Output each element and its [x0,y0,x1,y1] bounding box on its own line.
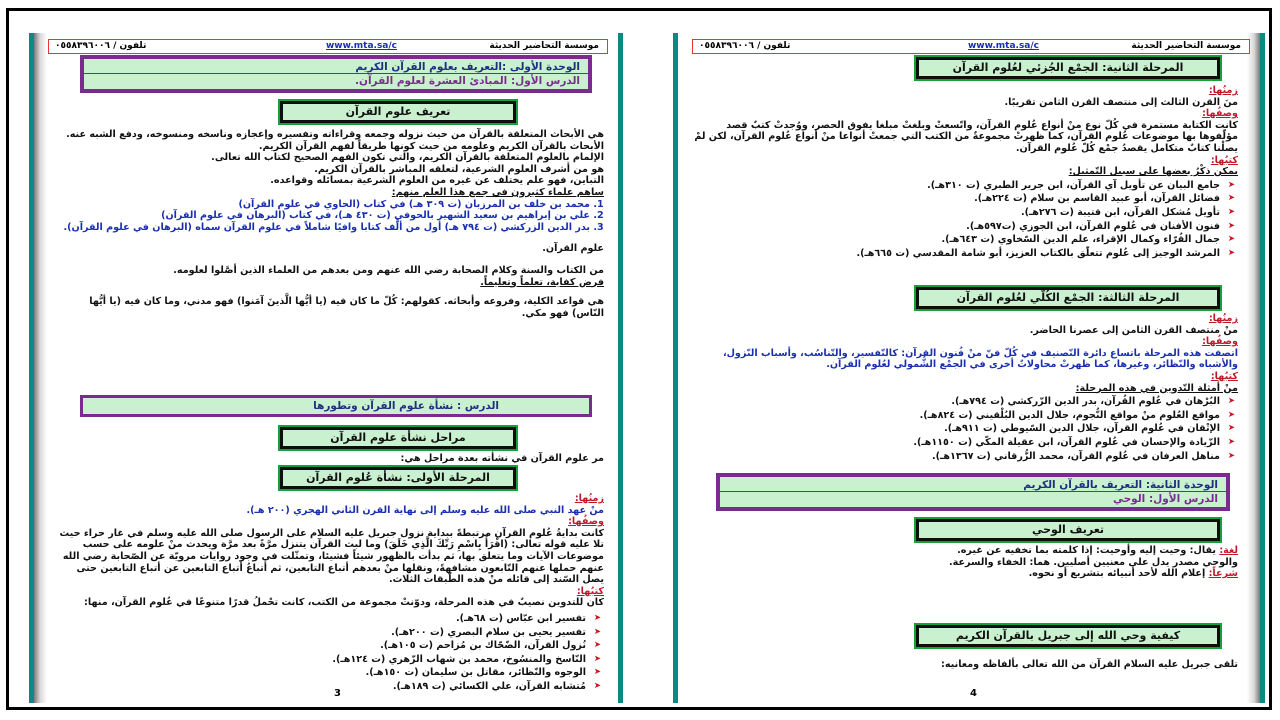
stage3-heading: المرحلة الثالثة: الجمْع الكُلّي لعُلوم القرآن [916,287,1220,309]
desc-text: كانت الكتابة مستمرة في كُلّ نوع منْ أنواع عُلوم القرآن، واتّسعتْ وبلغتْ مبلغا يفوق الحصر، ووُجدتْ كتبٌ قصد مؤلّفوها بها موضوعات عُلوم القرآن، كما ظهرتْ مجموعةٌ من الكتب التي جمعتْ أنواعا منْ أنواع عُلوم القرآن، لكن لمْ يصلْنا كتابٌ متكامل يقصدُ جمْع كُلّ عُلوم القرآن. [694,119,1238,154]
book-item: ➤ فضائل القرآن، أبو عبيد القاسم بن سلام (ت ٢٢٤هـ). [690,193,1220,205]
desc-label: وصفُها: [1202,108,1238,120]
book-item: ➤ مناهل العرفان في عُلوم القرآن، محمد الزُّرقاني (ت ١٣٦٧هـ). [690,451,1220,463]
book-item: ➤ جمال القُرّاء وكمال الإقراء، علم الدين السّخاوي (ت ٦٤٣هـ). [690,234,1220,246]
line-fruit: الإلمام بالعلوم المتعلقة بالقرآن الكريم، والتي تكون الفهم الصحيح لكتاب الله تعالى. [211,152,604,164]
how-heading: كيفية وحي الله إلى جبريل بالقرآن الكريم [916,625,1220,647]
stage3-block [690,313,1238,464]
book-item: ➤ المرشد الوجيز إلى عُلوم تتعلّق بالكتاب العزيز، أبو شامة المقدسي (ت ٦٦٥هـ). [690,248,1220,260]
scholars-list [54,199,604,234]
books-text: كان للتدوين نصيبٌ في هذه المرحلة، ودوّنتْ مجموعة من الكتب، كانت تحْملُ قدرًا متنوعًا في عُلوم القرآن، منها: [84,597,604,609]
book-item: ➤ الزّيادة والإحسان في عُلوم القرآن، ابن عقيلة المكّي (ت ١١٥٠هـ). [690,437,1220,449]
stages-heading: مراحل نشأة علوم القرآن [280,427,516,449]
book-item: ➤ تأويل مُشكل القرآن، ابن قتيبة (ت ٢٧٦هـ). [690,207,1220,219]
institution-name: موسسة التحاضير الحديثة [1131,41,1241,51]
stage1-block [54,493,604,695]
line-subject: الأبحاث بالقرآن الكريم وعلومه من حيث كونها طريقاً لفهم القرآن الكريم. [258,140,604,152]
definition-heading: تعريف علوم القرآن [280,101,516,123]
book-item: ➤ مواقع العُلوم منْ مواقع النُّجوم، جلال الدين البُلْقيني (ت ٨٢٤هـ). [690,410,1220,422]
time-text: منَ القرن الثالث إلى منتصف القرن الثامن تقريبًا. [1004,96,1238,108]
book-item: ➤ النّاسخ والمنسُوخ، محمد بن شهاب الزّهري (ت ١٢٤هـ). [54,654,586,666]
unit2-title-box [716,473,1230,511]
book-item: ➤ تفسير ابن عبّاس (ت ٦٨هـ). [54,613,586,625]
stage1-heading: المرحلة الأولى: نشأة عُلوم القرآن [280,467,516,489]
lang-text-2: والوحي مصدر يدل على معنيين أصليين. هما: الخفاء والسرعة. [949,556,1238,568]
line-virtue: هو من أشرف العلوم الشرعية، لتعلقه المباشر بالقرآن الكريم. [314,163,604,175]
book-item: ➤ فنون الأفنان في عُلوم القرآن، ابن الجوزي (ت٥٩٧هـ). [690,221,1220,233]
unit-title: الوحدة الثانية: التعريف بالقرآن الكريم [1023,479,1218,491]
desc-label: وصفُها: [1202,336,1238,348]
books-label: كتبُها: [576,585,604,597]
page-4 [673,33,1265,703]
lang-text: يقال: وحيت إليه وأوحيت: إذا كلمته بما تخفيه عن غيره. [957,545,1216,556]
page-fold-shadow [1247,33,1261,703]
books-list [54,613,604,693]
scholars-heading: ساهم علماء كثيرون في جمع هذا العلم منهم: [391,186,604,198]
book-item: ➤ نُزول القرآن، الضّحّاك بن مُزاحم (ت ١٠٥هـ). [54,640,586,652]
scholar-item: 2. علي بن إبراهيم بن سعيد الشهير بالحوفي (ت ٤٣٠ هـ)، في كتاب (البرهان في علوم القرآن) [54,210,590,222]
phone-number: تلفون / ٠٥٥٨٣٩٦٠٠٦ [699,41,791,51]
books-label: كتبُها: [1210,154,1238,166]
institution-name: موسسة التحاضير الحديثة [489,41,599,51]
lang-label: لغة: [1219,545,1238,556]
stages-intro: مر علوم القرآن في نشأته بعدة مراحل هي: [400,453,604,464]
stage2-heading: المرحلة الثانية: الجمْع الجُزئي لعُلوم القرآن [916,57,1220,79]
time-label: زمنُها: [1208,85,1238,96]
time-label: زمنُها: [574,493,604,504]
scholar-item: 1. محمد بن خلف بن المرزبان (ت ٣٠٩ هـ) في كتاب (الحاوي في علوم القرآن) [54,199,590,211]
lesson-title: الدرس الأول: المبادئ العشرة لعلوم القرآن. [84,73,588,88]
line-issues: هي قواعد الكلية، وفروعه وأبحاثه. كقولهم: كُلّ ما كان فيه (يا أيُّها الَّذينَ آمَنوا) فهو مدني، وما كان فيه (يا أيُّها النّاس) فهو مكي. [89,296,604,319]
desc-text: كانت بدايةُ عُلوم القرآن مرتبطةً ببداية نزول جبريل عليه السلام على الرسول صلى الله عليه وسلم في غار حراء حيث تلا عليه قوله تعالى: (اقْرَأْ بِاسْمِ رَبِّكَ الَّذِي خَلَقَ) وما لبث القرآن يتنزل مرَّةً بعد مرَّة ويحدث منْ علومه على حسب موضوعات الآيات وما يتعلق بها، ثم بدأت بالظهور شيئاً فشيئا، وتمثّلت في وجود روايات مرويّة عن الصّحابة رضي الله عنهم حملها عنهم التّابعون مشافهةً، ونقلها منْ بعدهم أتباع التابعين، ثم أتباعُ أتباع التابعين عن أتباع التابعين حتى يصل السّند إلى قائله منْ هذه الطّبقات الثلاث. [59,527,604,586]
shar-label: شرعاً: [1208,568,1238,580]
definition-text: هي الأبحاث المتعلقة بالقرآن من حيث نزوله وجمعه وقراءاته وتفسيره وإعجازه وناسخه ومنسوخه، ودفع الشبه عنه. [66,129,604,140]
page-number: 3 [334,688,341,699]
books-label: كتبُها: [1210,370,1238,382]
books-list [690,396,1238,462]
wahy-heading: تعريف الوحي [916,519,1220,541]
definition-block [54,129,604,319]
line-name: علوم القرآن. [542,243,604,255]
page-3 [29,33,623,703]
lesson2-bar: الدرس : نشأة علوم القرآن وتطورها [80,395,592,417]
desc-text: اتصفت هذه المرحلة باتساع دائرة التّصنيف في كُلّ فنّ منْ فُنون القرآن: كالتّفسير، والتّناسُب، وأسباب النّزول، والأشباه والنّظائر، وغيرها، كما ظهرتْ محاولاتٌ أخرى في الجمْع الشُّمولي لعُلوم القرآن. [722,347,1238,371]
books-list [690,180,1238,260]
website-link[interactable]: www.mta.sa/c [967,41,1039,51]
line-ruling: فرض كفاية، تعلماً وتعليماً. [480,276,604,288]
page-number: 4 [970,688,977,699]
book-item: ➤ الإتْقان في عُلوم القرآن، جلال الدين السّيوطي (ت ٩١١هـ). [690,423,1220,435]
wahy-block [690,545,1238,580]
how-text: تلقى جبريل عليه السلام القرآن من الله تعالى بألفاظه ومعانيه: [941,659,1238,670]
book-item: ➤ جامع البيان عن تأويل آي القرآن، ابن جرير الطبري (ت ٣١٠هـ). [690,180,1220,192]
book-spread [6,8,1272,710]
page-fold-shadow [33,33,47,703]
book-item: ➤ تفسير يحيى بن سلام البصري (ت ٢٠٠هـ). [54,627,586,639]
time-text: منْ عهد النبي صلى الله عليه وسلم إلى نهاية القرن الثاني الهجري (٢٠٠ هـ). [246,504,604,516]
time-text: منْ منتصف القرن الثامن إلى عصرنا الحاضر. [1029,324,1238,336]
book-item: ➤ مُتشابه القرآن، علي الكسائي (ت ١٨٩هـ). [54,681,586,693]
scholar-item: 3. بدر الدين الزركشي (ت ٧٩٤ هـ) أول من ألَّف كتابا وافيًا شاملاً في علوم القرآن سماه (البرهان في علوم القرآن). [54,222,590,234]
books-intro: يمكن ذكْرُ بعضها على سبيل التّمثيل: [1068,166,1238,178]
shar-text: إعلام الله لأحد أنبيائه بتشريع أو نحوه. [1028,568,1206,580]
unit-title: الوحدة الأولى :التعريف بعلوم القرآن الكريم [355,61,580,73]
book-item: ➤ الوجوه والنّظائر، مقاتل بن سليمان (ت ١٥٠هـ). [54,667,586,679]
stage2-block [690,85,1238,261]
lesson-title: الدرس الأول: الوحي [720,491,1226,506]
website-link[interactable]: www.mta.sa/c [325,41,397,51]
time-label: زمنُها: [1208,313,1238,324]
desc-label: وصفُها: [568,516,604,528]
line-source: من الكتاب والسنة وكلام الصحابة رضي الله عنهم ومن بعدهم من العلماء الذين أصَّلوا لعلومه. [173,264,604,276]
line-relation: التباين، فهو علم يختلف عن غيره من العلوم الشرعية بمسائله وقواعده. [270,175,604,187]
unit-title-box [80,55,592,93]
books-intro: منْ أمثلة التّدوين في هذه المرحلة: [1075,382,1238,394]
phone-number: تلفون / ٠٥٥٨٣٩٦٠٠٦ [55,41,147,51]
book-item: ➤ البُرْهان في عُلوم القُرآن، بدر الدين الزّركشي (ت ٧٩٤هـ). [690,396,1220,408]
